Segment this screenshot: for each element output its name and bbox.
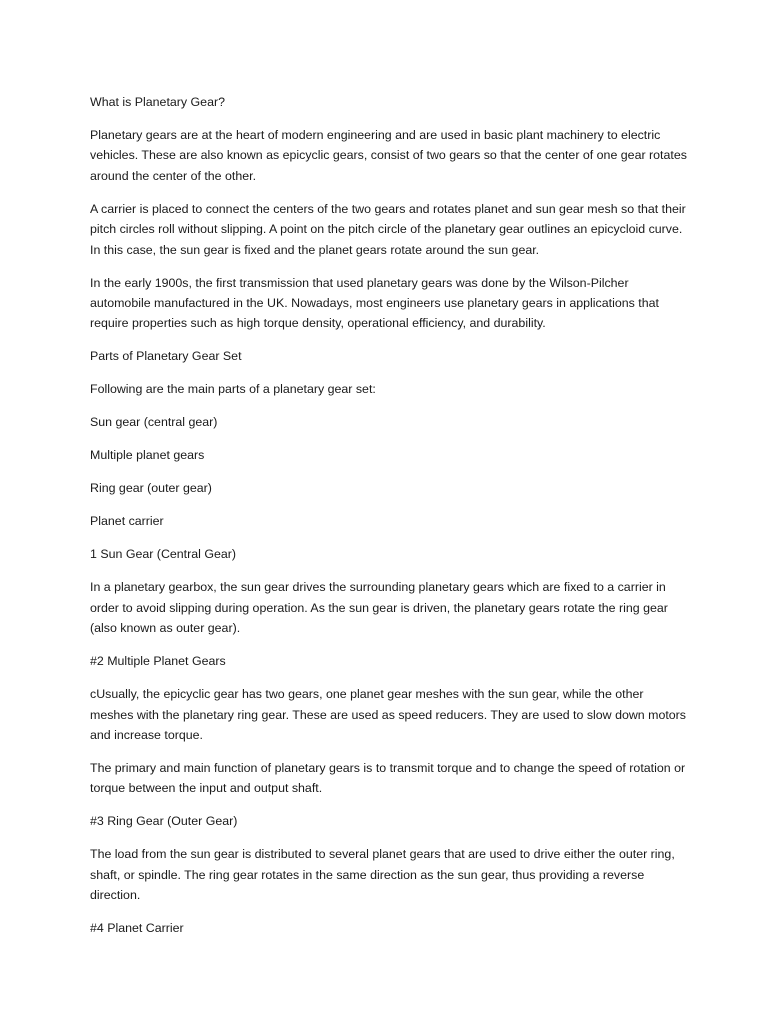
part-item-planet-carrier: Planet carrier: [90, 514, 164, 529]
document-title: What is Planetary Gear?: [90, 95, 225, 109]
part-item-planet-gears: Multiple planet gears: [90, 448, 205, 463]
section-heading-ring-gear: #3 Ring Gear (Outer Gear): [90, 814, 238, 829]
section-heading-planet-gears: #2 Multiple Planet Gears: [90, 654, 226, 669]
section-heading-sun-gear: 1 Sun Gear (Central Gear): [90, 547, 236, 562]
sun-gear-paragraph: In a planetary gearbox, the sun gear drives the surrounding planetary gears which are fixed to a carrier in order to avoid slipping during operation. As the sun gear is driven, the planetary gears rotate the ring gear (also known as outer gear).: [90, 580, 668, 636]
intro-paragraph: Planetary gears are at the heart of modern engineering and are used in basic plant machinery to electric vehicles. These are also known as epicyclic gears, consist of two gears so that the center of one gear rotates around the center of the other.: [90, 128, 687, 183]
parts-intro: Following are the main parts of a planetary gear set:: [90, 382, 376, 397]
function-paragraph: The primary and main function of planetary gears is to transmit torque and to change the speed of rotation or torque between the input and output shaft.: [90, 761, 686, 796]
section-heading-parts: Parts of Planetary Gear Set: [90, 349, 242, 364]
part-item-sun-gear: Sun gear (central gear): [90, 415, 218, 430]
planet-gears-paragraph: cUsually, the epicyclic gear has two gears, one planet gear meshes with the sun gear, while the other meshes with the planetary ring gear. These are used as speed reducers. They are used to slow down motors and increase torque.: [90, 687, 686, 743]
carrier-paragraph: A carrier is placed to connect the centers of the two gears and rotates planet and sun gear mesh so that their pitch circles roll without slipping. A point on the pitch circle of the planetary gear outlines an epicycloid curve. In this case, the sun gear is fixed and the planet gears rotate around the sun gear.: [90, 201, 686, 257]
history-paragraph: In the early 1900s, the first transmission that used planetary gears was done by the Wilson-Pilcher automobile manufactured in the UK. Nowadays, most engineers use planetary gears in applications that require properties such as high torque density, operational efficiency, and durability.: [90, 275, 659, 331]
part-item-ring-gear: Ring gear (outer gear): [90, 481, 212, 496]
section-heading-planet-carrier: #4 Planet Carrier: [90, 921, 184, 936]
ring-gear-paragraph: The load from the sun gear is distributed to several planet gears that are used to drive either the outer ring, shaft, or spindle. The ring gear rotates in the same direction as the sun gear, thus providing a reverse direction.: [90, 847, 675, 903]
document-body: [90, 92, 690, 951]
